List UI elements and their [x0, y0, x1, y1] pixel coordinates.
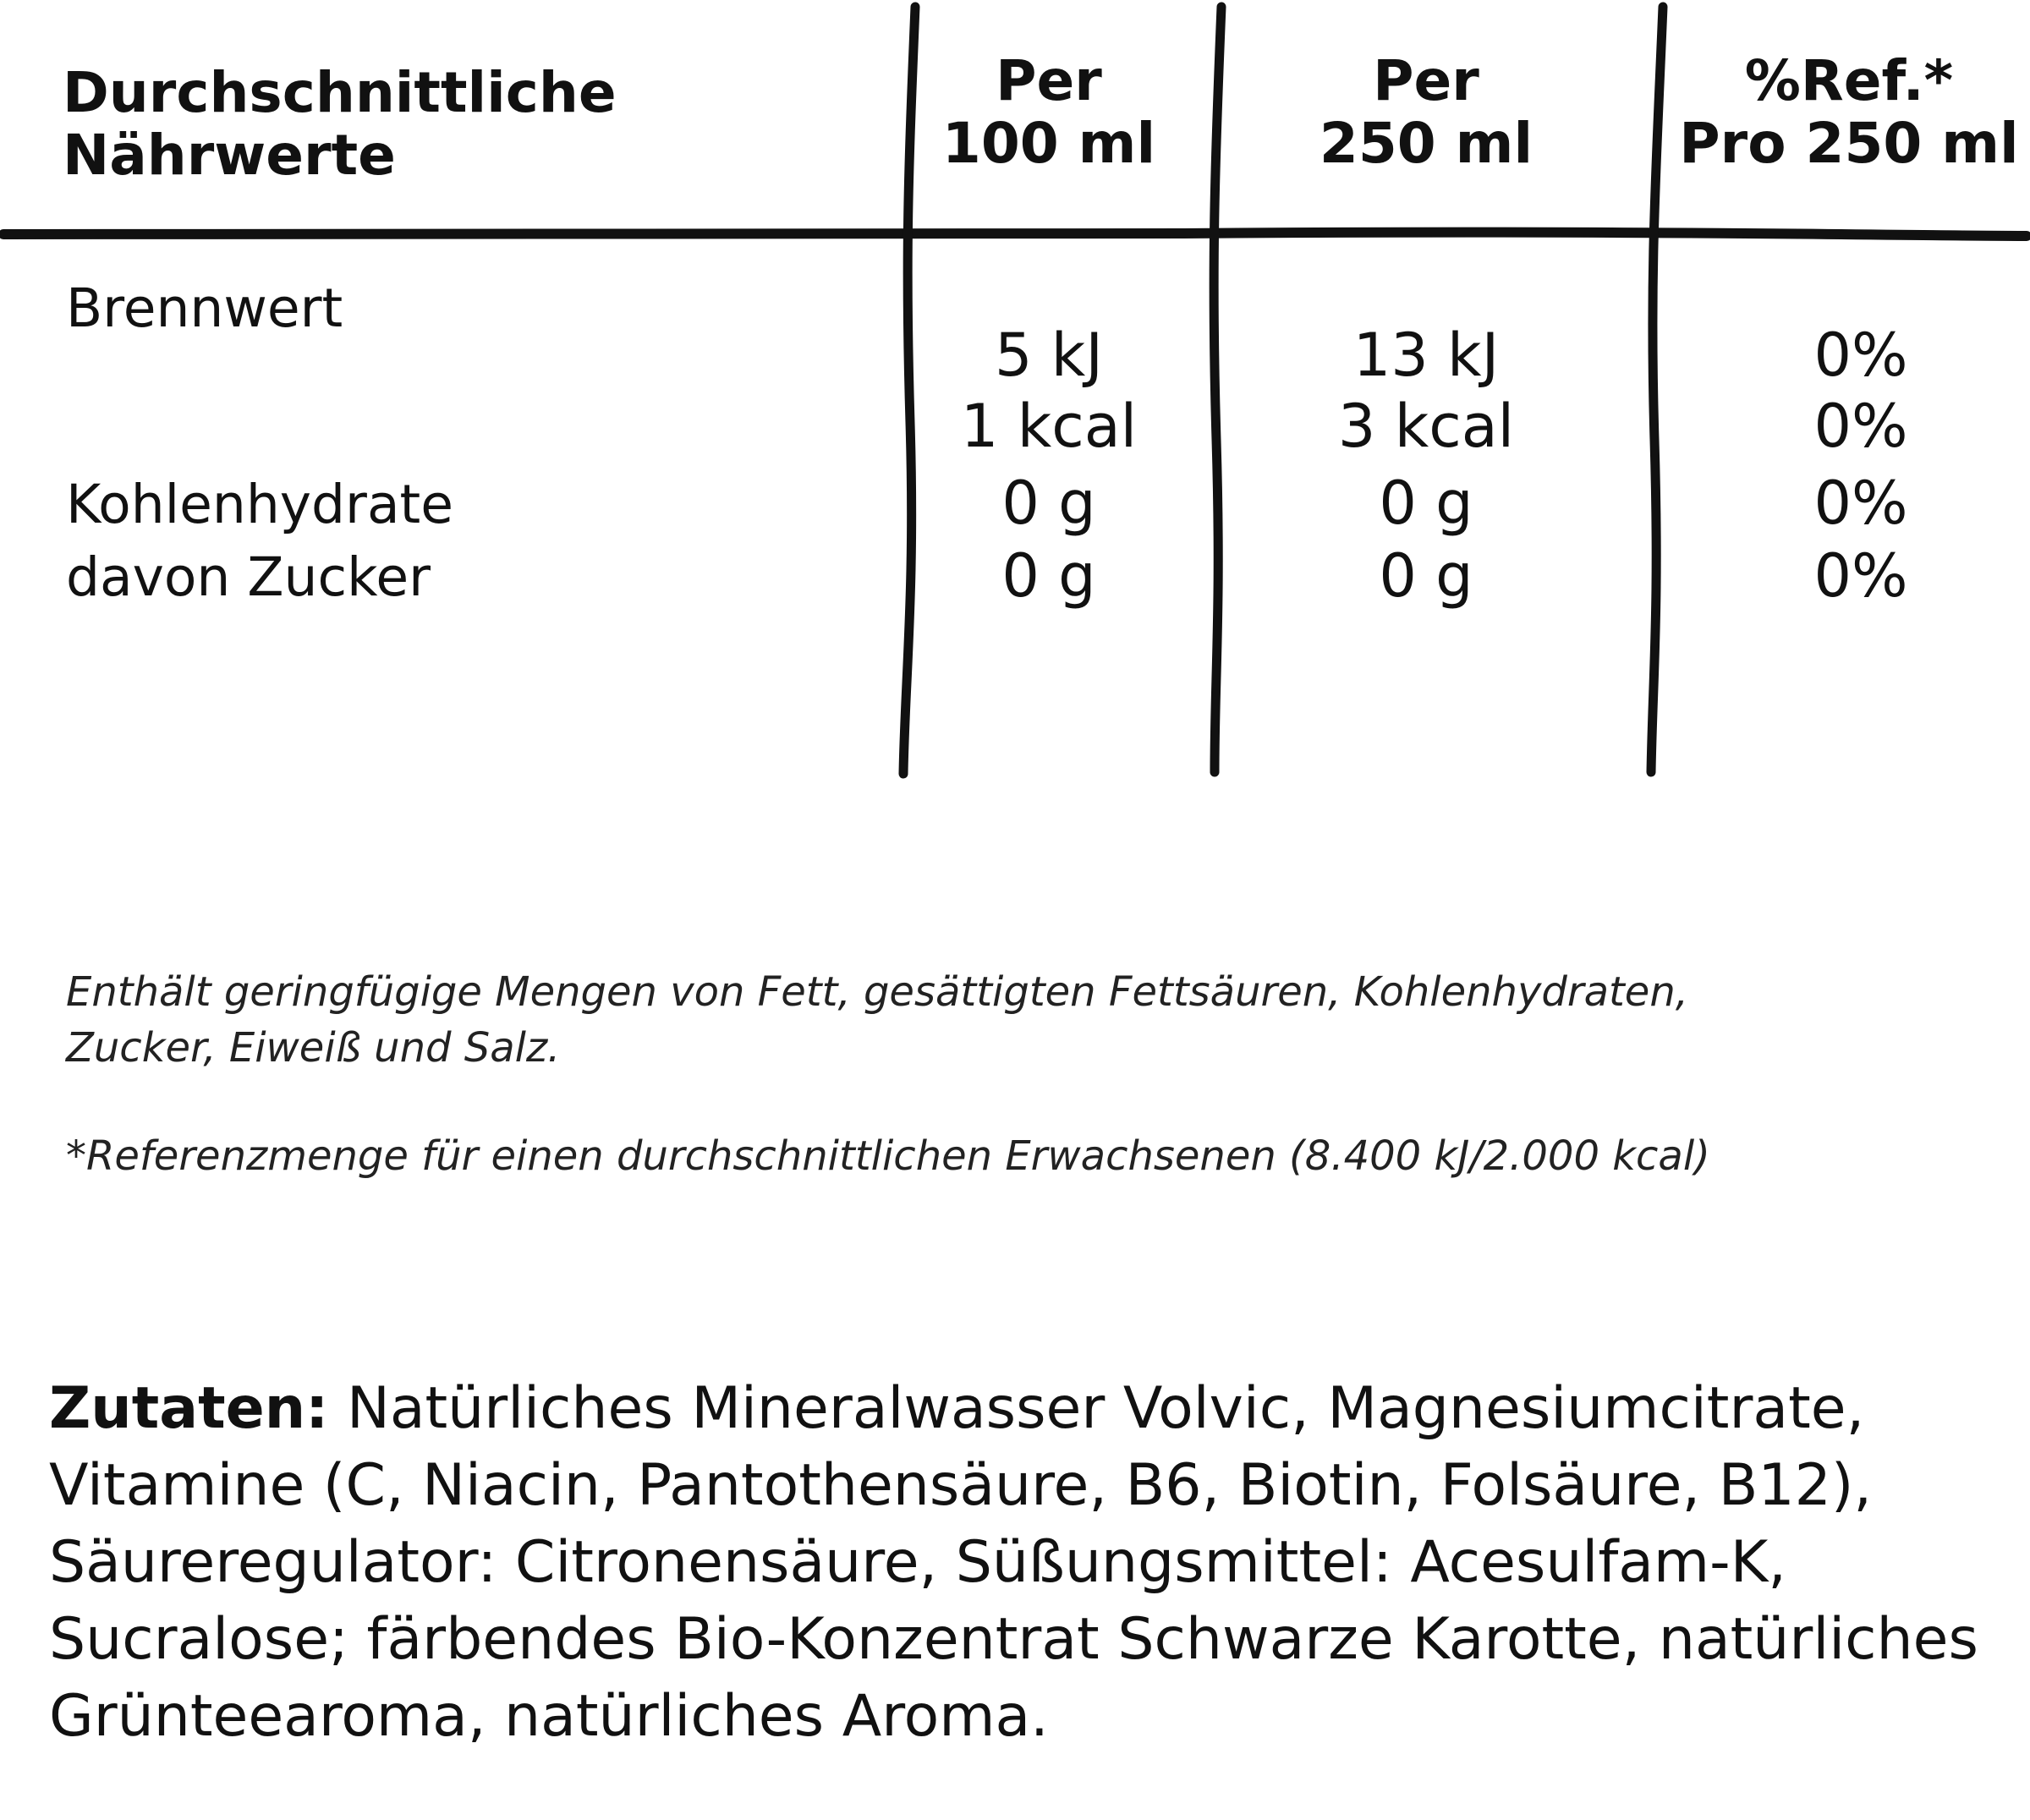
cell-brennwert-kcal-ref: 0% [1813, 392, 1908, 461]
header-reference-line2: Pro 250 ml [1679, 111, 2019, 176]
header-per-250ml-line1: Per [1373, 48, 1479, 113]
cell-zucker-ref: 0% [1813, 541, 1908, 611]
cell-kohlenhydrate-ref: 0% [1813, 469, 1908, 538]
header-per-100ml-line1: Per [996, 48, 1102, 113]
header-per-100ml-line2: 100 ml [941, 111, 1156, 176]
cell-brennwert-kcal-per250: 3 kcal [1337, 392, 1515, 461]
cell-brennwert-kj-ref: 0% [1813, 321, 1908, 390]
row-label-kohlenhydrate: Kohlenhydrate [66, 474, 454, 535]
cell-brennwert-kj-per100: 5 kJ [995, 321, 1103, 390]
reference-intake-note: *Referenzmenge für einen durchschnittlichen Erwachsenen (8.400 kJ/2.000 kcal) [66, 1132, 1710, 1180]
header-reference-line1: %Ref.* [1744, 48, 1954, 113]
ingredients-list [49, 1370, 1994, 1755]
cell-brennwert-kcal-per100: 1 kcal [960, 392, 1138, 461]
cell-brennwert-kj-per250: 13 kJ [1352, 321, 1500, 390]
ingredients-text: Natürliches Mineralwasser Volvic, Magnesiumcitrate, Vitamine (C, Niacin, Pantothensäure, B6, Biotin, Folsäure, B12), Säureregulator: Citronensäure, Süßungsmittel: Acesulfam-K, Sucralose; färbendes Bio-Konzentrat Schwarze Karotte, natürliches Grünteearoma, natürliches Aroma. [49, 1375, 1978, 1750]
column-divider-3 [1651, 7, 1663, 772]
row-label-brennwert: Brennwert [66, 277, 343, 339]
trace-note-line1: Enthält geringfügige Mengen von Fett, gesättigten Fettsäuren, Kohlenhydraten, [66, 968, 1689, 1016]
header-reference-intake [1663, 50, 2030, 175]
header-nutrient-line1: Durchschnittliche [63, 60, 617, 125]
trace-amounts-note [66, 964, 1688, 1076]
header-per-250ml-line2: 250 ml [1319, 111, 1533, 176]
header-nutrient-column [63, 62, 617, 187]
cell-zucker-per100: 0 g [1001, 541, 1096, 611]
header-per-250ml [1274, 50, 1578, 175]
header-nutrient-line2: Nährwerte [63, 123, 396, 188]
row-label-davon-zucker: davon Zucker [66, 546, 431, 608]
ingredients-label: Zutaten: [49, 1375, 329, 1442]
cell-kohlenhydrate-per250: 0 g [1379, 469, 1473, 538]
cell-kohlenhydrate-per100: 0 g [1001, 469, 1096, 538]
header-per-100ml [897, 50, 1201, 175]
column-divider-2 [1214, 7, 1221, 772]
cell-zucker-per250: 0 g [1379, 541, 1473, 611]
trace-note-line2: Zucker, Eiweiß und Salz. [66, 1024, 561, 1072]
header-rule [3, 233, 2027, 236]
